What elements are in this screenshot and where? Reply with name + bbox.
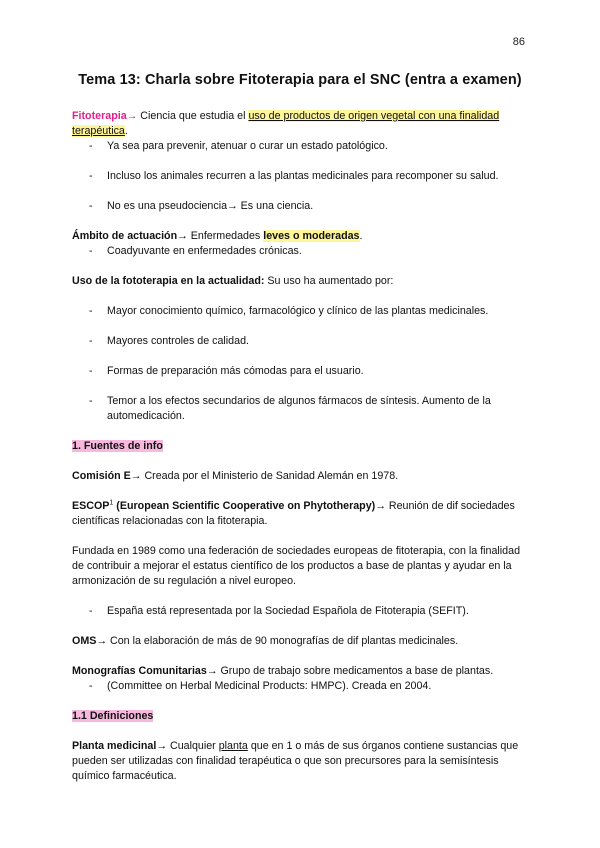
list-item: - (Committee on Herbal Medicinal Products: HMPC). Creada en 2004. (72, 679, 530, 694)
arrow-icon: → (96, 635, 108, 647)
escop-paragraph (72, 499, 530, 529)
list-item: - Formas de preparación más cómodas para el usuario. (72, 364, 530, 379)
list-item: - No es una pseudociencia→ Es una ciencia. (72, 199, 530, 214)
oms-term: OMS (72, 635, 97, 647)
fitoterapia-term: Fitoterapia (72, 110, 127, 122)
arrow-icon: → (375, 500, 386, 512)
fitoterapia-definition (72, 109, 530, 139)
ambito-highlight: leves o moderadas (263, 230, 360, 242)
arrow-icon: → (130, 470, 142, 482)
section-heading-fuentes (72, 439, 530, 454)
oms-text: Con la elaboración de más de 90 monografías de dif plantas medicinales. (107, 635, 459, 647)
planta-underlined: planta (218, 740, 248, 752)
uso-paragraph (72, 274, 530, 289)
monografias-bullets (72, 679, 530, 694)
escop-term: ESCOP (72, 500, 110, 512)
ambito-end: . (359, 230, 363, 242)
planta-paragraph (72, 739, 530, 784)
uso-term: Uso de la fototerapia en la actualidad: (72, 275, 265, 287)
list-item: - España está representada por la Sociedad Española de Fitoterapia (SEFIT). (72, 604, 530, 619)
arrow-icon: → (177, 230, 188, 242)
planta-text-end: que en 1 o más de sus órganos contiene sustancias que pueden ser utilizadas con finalidad terapéutica o que son precursores para la semisíntesis químico farmacéutica. (72, 740, 519, 782)
monografias-paragraph (72, 664, 530, 679)
highlighted-text: uso de productos de origen vegetal con una finalidad terapéutica (72, 110, 500, 137)
list-item: - Temor a los efectos secundarios de algunos fármacos de síntesis. Aumento de la automedicación. (72, 394, 530, 424)
escop-term-rest: (European Scientific Cooperative on Phytotherapy) (113, 500, 376, 512)
list-item: - Mayores controles de calidad. (72, 334, 530, 349)
section-heading-text: 1. Fuentes de info (72, 440, 163, 452)
comision-paragraph (72, 469, 530, 484)
list-item: - Mayor conocimiento químico, farmacológico y clínico de las plantas medicinales. (72, 304, 530, 319)
list-item: - Ya sea para prevenir, atenuar o curar un estado patológico. (72, 139, 530, 154)
section-heading-text: 1.1 Definiciones (72, 710, 154, 722)
list-item: - Coadyuvante en enfermedades crónicas. (72, 244, 530, 259)
fundada-paragraph: Fundada en 1989 como una federación de sociedades europeas de fitoterapia, con la finalidad de contribuir a mejorar el estatus científico de los productos a base de plantas y ayudar en la armonización de su regulación a nivel europeo. (72, 545, 521, 587)
document-body (72, 109, 530, 784)
page-number: 86 (512, 36, 525, 48)
comision-term: Comisión E (72, 470, 131, 482)
ambito-paragraph (72, 229, 530, 244)
ambito-term: Ámbito de actuación (72, 230, 178, 242)
list-item: - Incluso los animales recurren a las plantas medicinales para recomponer su salud. (72, 169, 530, 184)
ambito-text: Enfermedades (187, 230, 264, 242)
planta-text: Cualquier (167, 740, 219, 752)
page-title: Tema 13: Charla sobre Fitoterapia para el SNC (entra a examen) (78, 72, 522, 88)
planta-term: Planta medicinal (72, 740, 157, 752)
fitoterapia-bullets (72, 139, 530, 214)
monografias-term: Monografías Comunitarias (72, 665, 207, 677)
oms-paragraph (72, 634, 530, 649)
footnote-marker: 1 (109, 499, 114, 507)
espana-bullets (72, 604, 530, 619)
uso-bullets (72, 304, 530, 424)
ambito-bullets (72, 244, 530, 259)
section-heading-definiciones (72, 709, 530, 724)
comision-text: Creada por el Ministerio de Sanidad Alemán en 1978. (141, 470, 399, 482)
arrow-icon: → (156, 740, 168, 752)
definition-text: Ciencia que estudia el (137, 110, 249, 122)
arrow-icon: → (126, 110, 138, 122)
definition-end: . (124, 125, 128, 137)
arrow-icon: → (206, 665, 218, 677)
escop-text: Reunión de dif sociedades científicas relacionadas con la fitoterapia. (72, 500, 515, 527)
uso-text: Su uso ha aumentado por: (264, 275, 394, 287)
monografias-text: Grupo de trabajo sobre medicamentos a base de plantas. (217, 665, 494, 677)
